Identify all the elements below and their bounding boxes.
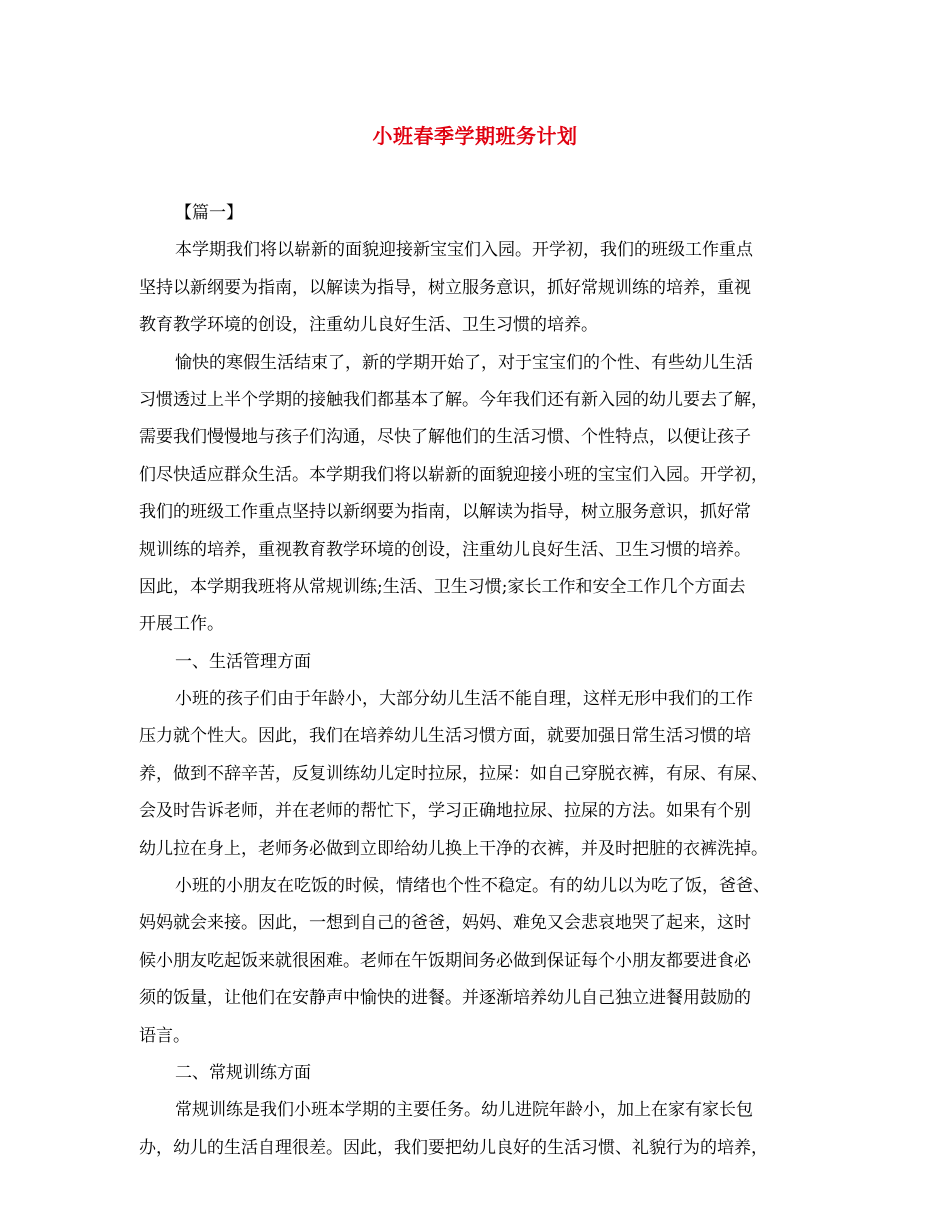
document-line: 坚持以新纲要为指南，以解读为指导，树立服务意识，抓好常规训练的培养，重视	[139, 277, 751, 298]
document-line: 小班的小朋友在吃饭的时候，情绪也个性不稳定。有的幼儿以为吃了饭，爸爸、	[175, 876, 770, 897]
document-line: 们尽快适应群众生活。本学期我们将以崭新的面貌迎接小班的宝宝们入园。开学初，	[139, 464, 768, 485]
document-line: 因此，本学期我班将从常规训练;生活、卫生习惯;家长工作和安全工作几个方面去	[139, 576, 746, 597]
document-line: 习惯透过上半个学期的接触我们都基本了解。今年我们还有新入园的幼儿要去了解，	[139, 389, 768, 410]
document-line: 一、生活管理方面	[175, 651, 311, 672]
document-line: 压力就个性大。因此，我们在培养幼儿生活习惯方面，就要加强日常生活习惯的培	[139, 726, 751, 747]
document-line: 我们的班级工作重点坚持以新纲要为指南，以解读为指导，树立服务意识，抓好常	[139, 502, 751, 523]
document-line: 本学期我们将以崭新的面貌迎接新宝宝们入园。开学初，我们的班级工作重点	[175, 240, 753, 261]
document-line: 候小朋友吃起饭来就很困难。老师在午饭期间务必做到保证每个小朋友都要进食必	[139, 950, 751, 971]
document-line: 需要我们慢慢地与孩子们沟通，尽快了解他们的生活习惯、个性特点，以便让孩子	[139, 427, 751, 448]
document-body	[139, 195, 825, 1167]
document-line: 小班的孩子们由于年龄小，大部分幼儿生活不能自理，这样无形中我们的工作	[175, 689, 753, 710]
document-line: 愉快的寒假生活结束了，新的学期开始了，对于宝宝们的个性、有些幼儿生活	[175, 352, 753, 373]
document-line: 规训练的培养，重视教育教学环境的创设，注重幼儿良好生活、卫生习惯的培养。	[139, 539, 751, 560]
document-line: 办，幼儿的生活自理很差。因此，我们要把幼儿良好的生活习惯、礼貌行为的培养，	[139, 1137, 768, 1158]
document-line: 教育教学环境的创设，注重幼儿良好生活、卫生习惯的培养。	[139, 315, 598, 336]
document-line: 幼儿拉在身上，老师务必做到立即给幼儿换上干净的衣裤，并及时把脏的衣裤洗掉。	[139, 838, 768, 859]
document-line: 开展工作。	[139, 614, 224, 635]
document-line: 须的饭量，让他们在安静声中愉快的进餐。并逐渐培养幼儿自己独立进餐用鼓励的	[139, 988, 751, 1009]
document-title: 小班春季学期班务计划	[372, 124, 578, 148]
document-line: 二、常规训练方面	[175, 1062, 311, 1083]
document-line: 会及时告诉老师，并在老师的帮忙下，学习正确地拉尿、拉屎的方法。如果有个别	[139, 801, 751, 822]
document-line: 语言。	[139, 1025, 190, 1046]
document-line: 常规训练是我们小班本学期的主要任务。幼儿进院年龄小，加上在家有家长包	[175, 1100, 753, 1121]
document-line: 【篇一】	[175, 203, 243, 223]
document-line: 妈妈就会来接。因此，一想到自己的爸爸，妈妈、难免又会悲哀地哭了起来，这时	[139, 913, 751, 934]
document-line: 养，做到不辞辛苦，反复训练幼儿定时拉尿，拉屎：如自己穿脱衣裤，有尿、有屎、	[139, 763, 768, 784]
